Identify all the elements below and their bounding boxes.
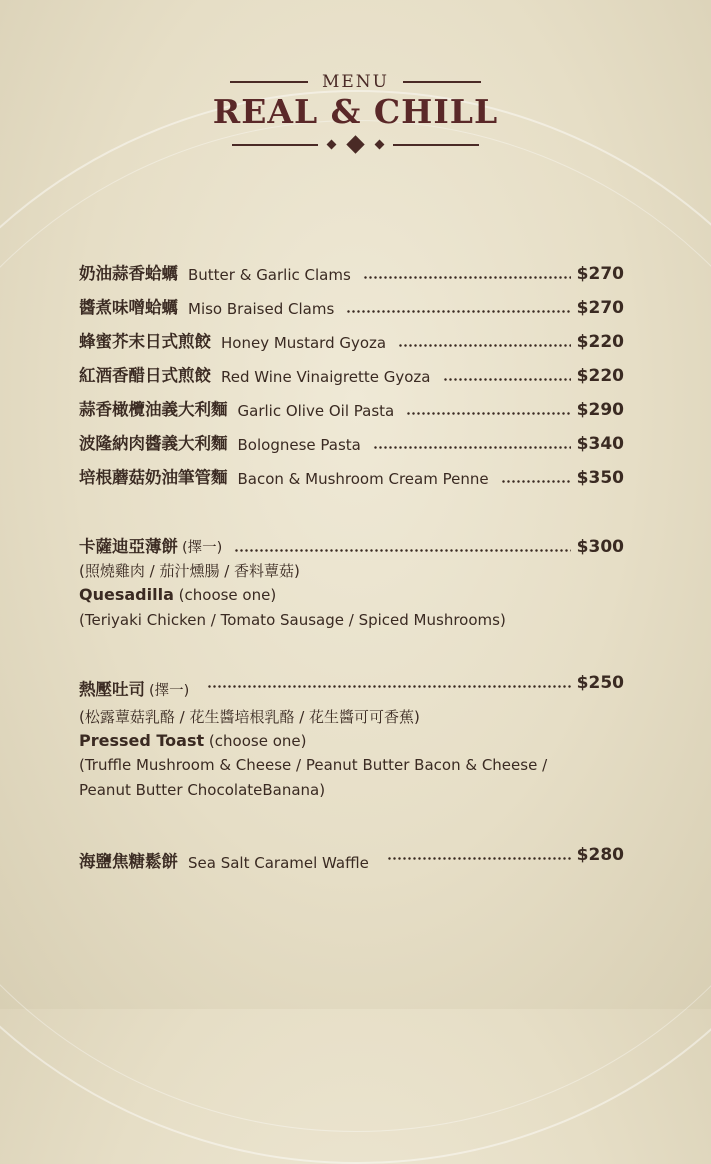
- dot-leader: [234, 549, 570, 552]
- quesadilla-options-zh: (照燒雞肉 / 茄汁燻腸 / 香料蕈菇): [79, 562, 300, 580]
- item-price: $220: [576, 332, 624, 352]
- item-name-zh: 蜂蜜芥末日式煎餃: [79, 332, 211, 351]
- item-price: $340: [576, 434, 624, 454]
- item-name-zh: 波隆納肉醬義大利麵: [79, 434, 228, 453]
- toast-options-zh: (松露蕈菇乳酪 / 花生醬培根乳酪 / 花生醬可可香蕉): [79, 708, 420, 726]
- menu-item: [79, 288, 624, 318]
- item-price: $350: [576, 468, 624, 488]
- item-price: $270: [576, 298, 624, 318]
- dot-leader: [346, 310, 570, 313]
- menu-header: [0, 72, 711, 151]
- item-name-en: Bolognese Pasta: [237, 436, 361, 454]
- item-price: $220: [576, 366, 624, 386]
- item-name-en: Miso Braised Clams: [188, 300, 335, 318]
- ornament: [0, 138, 711, 151]
- menu-item: [79, 356, 624, 386]
- quesadilla-name-en: Quesadilla: [79, 585, 174, 604]
- item-name-en: Honey Mustard Gyoza: [221, 334, 387, 352]
- toast-name-zh: 熱壓吐司: [79, 680, 145, 699]
- item-price: $270: [576, 264, 624, 284]
- menu-label: MENU: [321, 72, 390, 92]
- waffle-price: $280: [576, 845, 624, 865]
- toast-options-en-2: Peanut Butter ChocolateBanana): [79, 781, 326, 799]
- ornament-line-left: [232, 144, 318, 146]
- quesadilla-note-zh: (擇一): [182, 540, 223, 556]
- item-name-zh: 培根蘑菇奶油筆管麵: [79, 468, 228, 487]
- diamond-small-icon: [327, 140, 337, 150]
- item-name-en: Garlic Olive Oil Pasta: [237, 402, 395, 420]
- waffle-item: [79, 842, 624, 872]
- item-name-en: Bacon & Mushroom Cream Penne: [237, 470, 489, 488]
- toast-note-en: (choose one): [208, 732, 307, 750]
- dot-leader: [501, 480, 571, 483]
- item-name-en: Red Wine Vinaigrette Gyoza: [221, 368, 431, 386]
- waffle-name-en: Sea Salt Caramel Waffle: [188, 854, 369, 872]
- brand-title: REAL & CHILL: [212, 92, 499, 131]
- menu-item: [79, 254, 624, 284]
- waffle-name-zh: 海鹽焦糖鬆餅: [79, 852, 178, 871]
- dot-leader: [398, 344, 571, 347]
- quesadilla-name-en-line: [79, 585, 276, 604]
- toast-name-en: Pressed Toast: [79, 731, 205, 750]
- divider-left: [230, 81, 308, 83]
- toast-options-en-1: (Truffle Mushroom & Cheese / Peanut Butter Bacon & Cheese /: [79, 756, 548, 774]
- item-name-en: Butter & Garlic Clams: [188, 266, 351, 284]
- menu-item: [79, 424, 624, 454]
- menu-item: [79, 390, 624, 420]
- menu-item: [79, 322, 624, 352]
- diamond-large-icon: [346, 135, 364, 153]
- diamond-small-icon: [375, 140, 385, 150]
- ornament-line-right: [393, 144, 479, 146]
- quesadilla-note-en: (choose one): [178, 586, 277, 604]
- dot-leader: [373, 446, 571, 449]
- toast-note-zh: (擇一): [149, 683, 190, 699]
- item-name-zh: 奶油蒜香蛤蠣: [79, 264, 178, 283]
- item-name-zh: 蒜香橄欖油義大利麵: [79, 400, 228, 419]
- item-name-zh: 醬煮味噌蛤蠣: [79, 298, 178, 317]
- toast-name-en-line: [79, 731, 306, 750]
- dot-leader: [387, 857, 571, 860]
- quesadilla-name-zh: 卡薩迪亞薄餅: [79, 537, 178, 556]
- quesadilla-options-en: (Teriyaki Chicken / Tomato Sausage / Spiced Mushrooms): [79, 611, 506, 629]
- toast-item: [79, 670, 624, 700]
- item-price: $290: [576, 400, 624, 420]
- dot-leader: [406, 412, 570, 415]
- divider-right: [403, 81, 481, 83]
- quesadilla-price: $300: [576, 537, 624, 557]
- dot-leader: [207, 685, 570, 688]
- dot-leader: [363, 276, 571, 279]
- toast-price: $250: [576, 673, 624, 693]
- dot-leader: [443, 378, 571, 381]
- menu-label-row: [0, 72, 711, 92]
- item-name-zh: 紅酒香醋日式煎餃: [79, 366, 211, 385]
- quesadilla-item: [79, 527, 624, 557]
- menu-item: [79, 458, 624, 488]
